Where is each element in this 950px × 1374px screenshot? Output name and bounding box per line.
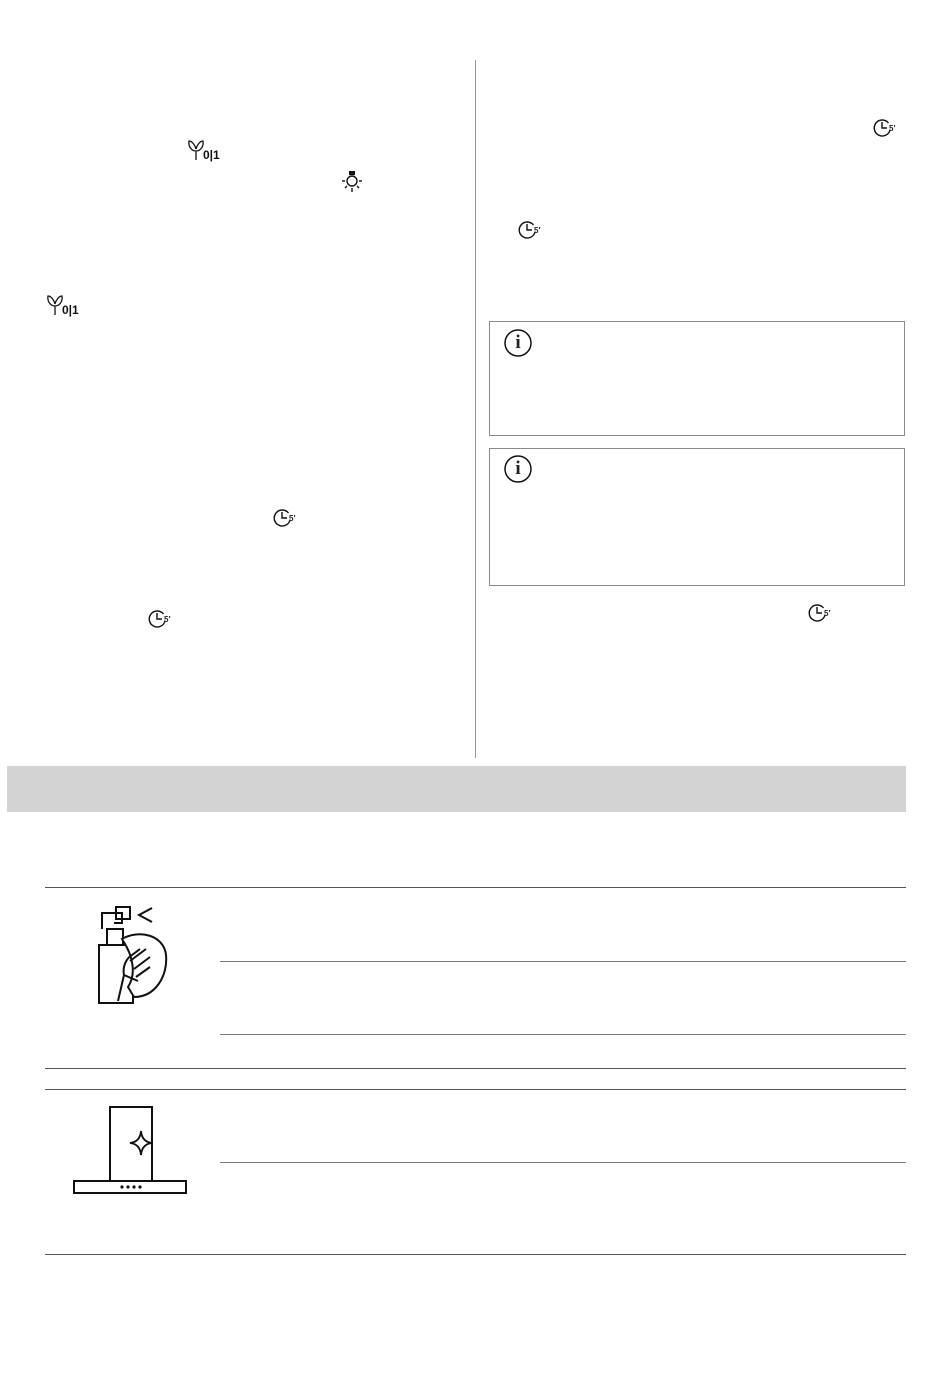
- hood-sparkle-icon: [72, 1105, 190, 1197]
- timer-icon: [808, 603, 834, 623]
- fan-speed-icon: [45, 294, 87, 318]
- timer-label: 5′: [534, 226, 541, 235]
- table-row-rule: [220, 1034, 906, 1035]
- info-icon: [503, 328, 533, 358]
- timer-label: 5′: [164, 615, 171, 624]
- info-icon-letter: i: [515, 458, 521, 479]
- column-divider: [475, 60, 476, 758]
- table-bottom-rule: [45, 1254, 906, 1255]
- info-note-box: [489, 448, 905, 586]
- info-icon: [503, 454, 533, 484]
- section-header-band: [7, 766, 906, 812]
- timer-label: 5′: [824, 609, 831, 618]
- table-row-rule: [220, 1162, 906, 1163]
- fan-speed-icon: [186, 139, 228, 163]
- timer-icon: [873, 118, 899, 138]
- table-bottom-rule: [45, 1068, 906, 1069]
- timer-icon: [148, 609, 174, 629]
- timer-label: 5′: [889, 124, 896, 133]
- timer-icon: [518, 220, 544, 240]
- table-row-rule: [220, 961, 906, 962]
- timer-label: 5′: [289, 514, 296, 523]
- spray-cleaning-icon: [94, 905, 174, 1007]
- light-bulb-icon: [339, 170, 365, 194]
- table-top-rule: [45, 1089, 906, 1090]
- table-top-rule: [45, 887, 906, 888]
- fan-speed-label: 0|1: [203, 148, 220, 162]
- fan-speed-label: 0|1: [62, 303, 79, 317]
- timer-icon: [273, 508, 299, 528]
- info-note-box: [489, 321, 905, 436]
- info-icon-letter: i: [515, 332, 521, 353]
